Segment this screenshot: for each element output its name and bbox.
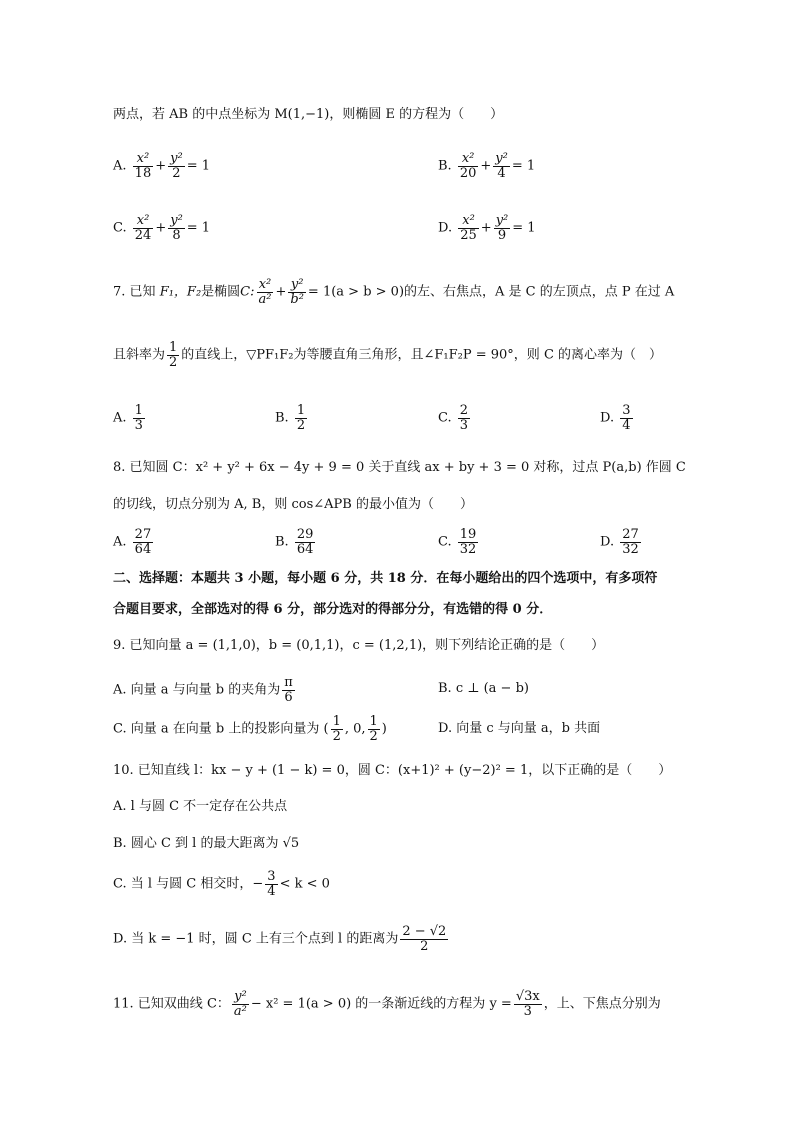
fraction: $\frac{1}{2}$ xyxy=(369,714,378,744)
fraction: $\frac{3}{4}$ xyxy=(267,869,276,899)
q10-option-c[interactable] xyxy=(113,870,330,898)
plus-sign: + xyxy=(480,220,492,236)
q10c-range: < k < 0 xyxy=(279,876,330,892)
q9-option-a[interactable] xyxy=(113,676,297,704)
option-letter: B. xyxy=(275,410,289,426)
fraction: $\frac{\pi}{6}$ xyxy=(284,675,293,705)
fraction: $\frac{\text{y²}}{2}$ xyxy=(170,151,183,181)
f1-label: F₁， xyxy=(159,284,187,300)
plus-sign: + xyxy=(155,220,167,236)
option-letter: B. xyxy=(438,158,452,174)
equation-rhs: = 1 xyxy=(511,158,536,174)
q9-option-c[interactable] xyxy=(113,715,387,743)
fraction: $\frac{1}{2}$ xyxy=(332,714,341,744)
fraction: $\frac{\text{x²}}{25}$ xyxy=(460,213,477,243)
fraction: $\frac{29}{64}$ xyxy=(296,527,314,557)
fraction: $\frac{27}{32}$ xyxy=(622,527,639,557)
fraction: $\frac{\text{y²}}{8}$ xyxy=(170,213,183,243)
option-letter: B. xyxy=(275,534,289,550)
q7-option-c[interactable] xyxy=(438,404,472,432)
option-letter: D. xyxy=(438,220,453,236)
q9a-text: A. 向量 a 与向量 b 的夹角为 xyxy=(113,682,281,698)
q11-suffix: ，上、下焦点分别为 xyxy=(543,996,661,1012)
fraction: $\frac{1}{2}$ xyxy=(169,340,178,370)
plus-sign: + xyxy=(275,284,287,300)
q11-mid: − x² = 1(a > 0) 的一条渐近线的方程为 y = xyxy=(250,996,512,1012)
q8-stem-line2: 的切线，切点分别为 A, B，则 cos∠APB 的最小值为（ ） xyxy=(113,497,473,512)
q6-option-d[interactable] xyxy=(438,214,536,242)
fraction: $\frac{\text{x²}}{20}$ xyxy=(459,151,477,181)
fraction: $\frac{1}{2}$ xyxy=(296,403,306,433)
fraction: $\frac{\text{x²}}{\text{a²}}$ xyxy=(258,277,272,307)
q6-option-c[interactable] xyxy=(113,214,210,242)
q9-stem: 9. 已知向量 a = (1,1,0)，b = (0,1,1)，c = (1,2,1)，则下列结论正确的是（ ） xyxy=(113,638,605,653)
option-letter: D. xyxy=(600,534,615,550)
fraction: $\frac{\text{y²}}{\text{b²}}$ xyxy=(290,277,304,307)
fraction: $\frac{2 - √2}{2}$ xyxy=(402,924,447,954)
fraction: $\frac{\text{y²}}{9}$ xyxy=(495,213,509,243)
option-letter: C. xyxy=(438,534,452,550)
fraction: $\frac{\text{y²}}{\text{a²}}$ xyxy=(233,989,247,1019)
q11-stem xyxy=(113,990,661,1018)
fraction: $\frac{1}{3}$ xyxy=(134,403,143,433)
plus-sign: + xyxy=(480,158,492,174)
q9c-close: ) xyxy=(381,721,387,737)
q7-option-b[interactable] xyxy=(275,404,309,432)
q8-stem-line1: 8. 已知圆 C：x² + y² + 6x − 4y + 9 = 0 关于直线 ax + by + 3 = 0 对称，过点 P(a,b) 作圆 C xyxy=(113,460,686,475)
q8-option-a[interactable] xyxy=(113,528,155,556)
option-letter: C. xyxy=(438,410,452,426)
fraction: $\frac{19}{32}$ xyxy=(459,527,477,557)
fraction: $\frac{\text{x²}}{18}$ xyxy=(134,151,152,181)
q6-option-a[interactable] xyxy=(113,152,210,180)
q8-option-d[interactable] xyxy=(600,528,643,556)
q8-option-b[interactable] xyxy=(275,528,317,556)
q9-option-d[interactable]: D. 向量 c 与向量 a，b 共面 xyxy=(438,721,601,736)
f2-label: F₂ xyxy=(186,284,202,300)
fraction: $\frac{3}{4}$ xyxy=(622,403,631,433)
q7-option-a[interactable] xyxy=(113,404,147,432)
ellipse-label: C: xyxy=(240,284,255,300)
fraction: $\frac{\text{x²}}{24}$ xyxy=(134,213,152,243)
q10-stem: 10. 已知直线 l：kx − y + (1 − k) = 0，圆 C：(x+1)² + (y−2)² = 1，以下正确的是（ ） xyxy=(113,763,672,778)
option-letter: D. xyxy=(600,410,615,426)
q10d-text: D. 当 k = −1 时，圆 C 上有三个点到 l 的距离为 xyxy=(113,931,399,947)
option-letter: A. xyxy=(113,534,127,550)
fraction: $\frac{√3x}{3}$ xyxy=(515,989,540,1019)
section-heading-line1: 二、选择题：本题共 3 小题，每小题 6 分，共 18 分．在每小题给出的四个选项中，有多项符 xyxy=(113,571,658,586)
option-letter: C. xyxy=(113,220,127,236)
q7-slope-prefix: 且斜率为 xyxy=(113,347,166,363)
q9c-mid: , 0, xyxy=(344,721,366,737)
plus-sign: + xyxy=(155,158,167,174)
equation-rhs: = 1 xyxy=(186,220,211,236)
q7-stem-line2 xyxy=(113,341,662,369)
fraction: $\frac{\text{y²}}{4}$ xyxy=(495,151,508,181)
q6-stem-tail: 两点，若 AB 的中点坐标为 M(1,−1)，则椭圆 E 的方程为（ ） xyxy=(113,107,504,122)
q7-prefix: 7. 已知 xyxy=(113,284,156,300)
option-letter: A. xyxy=(113,410,127,426)
equation-rhs: = 1 xyxy=(512,220,536,236)
option-letter: A. xyxy=(113,158,127,174)
q7-slope-suffix: 的直线上，▽PF₁F₂为等腰直角三角形，且∠F₁F₂P = 90°，则 C 的离心率为（ ） xyxy=(181,347,663,363)
q11-prefix: 11. 已知双曲线 C： xyxy=(113,996,230,1012)
q7-mid: 是椭圆 xyxy=(201,284,241,300)
q10-option-d[interactable] xyxy=(113,925,450,953)
fraction: $\frac{27}{64}$ xyxy=(134,527,152,557)
q9-option-b[interactable]: B. c ⊥ (a − b) xyxy=(438,681,529,696)
equation-rhs: = 1(a > b > 0) xyxy=(307,284,405,300)
equation-rhs: = 1 xyxy=(186,158,210,174)
q9c-text: C. 向量 a 在向量 b 上的投影向量为 ( xyxy=(113,721,329,737)
q7-suffix: 的左、右焦点，A 是 C 的左顶点，点 P 在过 A xyxy=(404,284,675,300)
section-heading-line2: 合题目要求，全部选对的得 6 分，部分选对的得部分分，有选错的得 0 分． xyxy=(113,602,553,617)
q7-option-d[interactable] xyxy=(600,404,635,432)
q10-option-b[interactable]: B. 圆心 C 到 l 的最大距离为 √5 xyxy=(113,836,300,851)
q10c-text: C. 当 l 与圆 C 相交时，− xyxy=(113,876,264,892)
q7-stem-line1 xyxy=(113,278,674,306)
q6-option-b[interactable] xyxy=(438,152,535,180)
q8-option-c[interactable] xyxy=(438,528,480,556)
q10-option-a[interactable]: A. l 与圆 C 不一定存在公共点 xyxy=(113,799,288,814)
fraction: $\frac{2}{3}$ xyxy=(459,403,469,433)
